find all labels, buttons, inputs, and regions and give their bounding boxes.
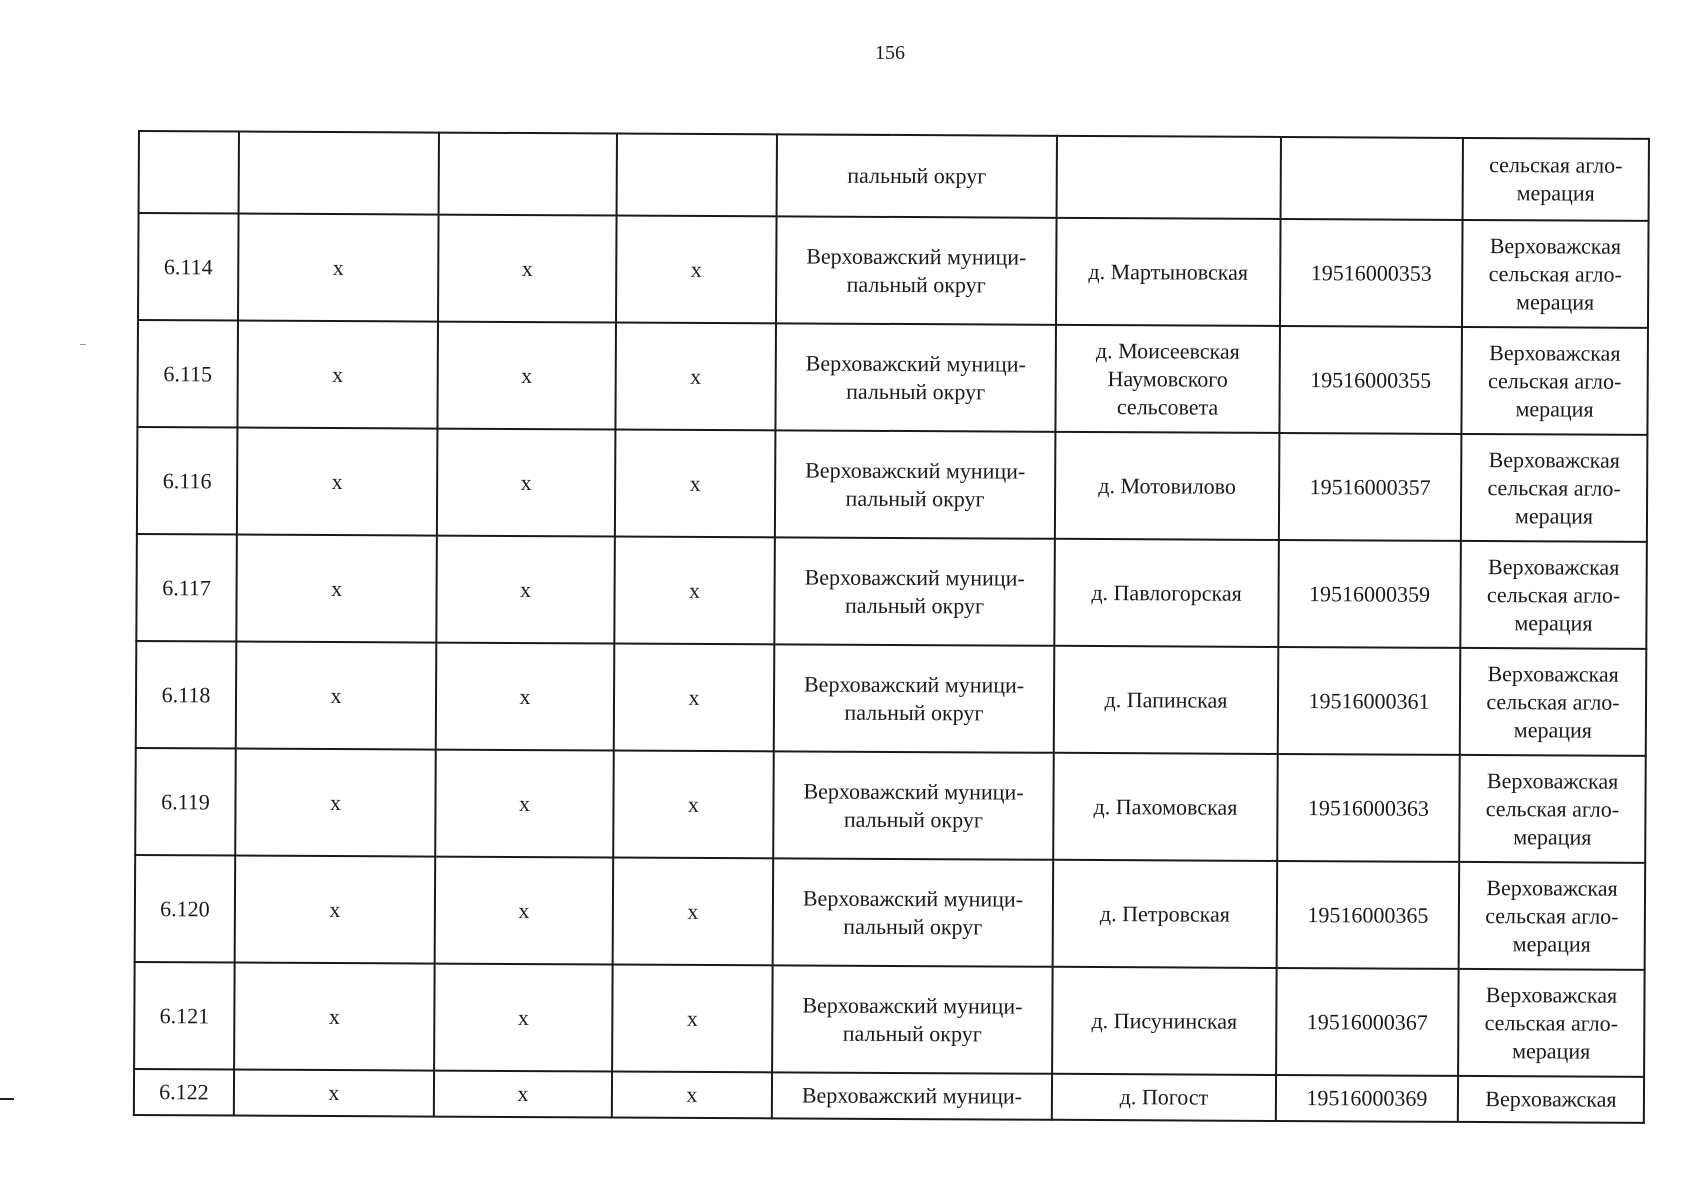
cell-number: 6.122 [134, 1069, 234, 1116]
cell-code: 19516000355 [1279, 326, 1462, 434]
cell-settlement: д. Папинская [1054, 646, 1279, 754]
cell-number: 6.115 [137, 320, 238, 428]
cell-col2: x [237, 321, 438, 429]
cell-code: 19516000367 [1276, 968, 1459, 1076]
cell-col4: x [614, 537, 775, 645]
table-row [137, 427, 1648, 542]
cell-col2: x [236, 535, 437, 643]
cell-code: 19516000357 [1279, 433, 1462, 541]
cell-number: 6.114 [138, 213, 239, 321]
cell-col4: x [613, 857, 774, 965]
cell-agglomeration: Верховажская сельская агло- мерация [1460, 648, 1647, 756]
cell-settlement: д. Писунинская [1052, 967, 1277, 1075]
cell-code: 19516000363 [1277, 754, 1460, 862]
cell-col2: x [237, 428, 438, 536]
cell-col3: x [437, 322, 616, 430]
cell-agglomeration: Верховажская сельская агло- мерация [1459, 862, 1646, 970]
cell-col2: x [234, 1070, 434, 1117]
cell-col2 [239, 132, 439, 215]
cell-col3: x [436, 643, 615, 751]
cell-code: 19516000365 [1277, 861, 1460, 969]
cell-district: Верховажский муници- пальный округ [774, 644, 1055, 752]
cell-district: Верховажский муници- [772, 1072, 1052, 1119]
cell-code: 19516000353 [1280, 219, 1463, 327]
page-number: 156 [875, 42, 905, 64]
cell-district: Верховажский муници- пальный округ [776, 216, 1057, 324]
cell-number [139, 131, 239, 214]
cell-code: 19516000359 [1278, 540, 1461, 648]
cell-number: 6.118 [136, 641, 237, 749]
cell-district: Верховажский муници- пальный округ [773, 751, 1054, 859]
cell-col4: x [612, 1071, 772, 1118]
cell-col3: x [435, 857, 614, 965]
cell-settlement: д. Моисеевская Наумовского сельсовета [1055, 325, 1280, 433]
table-body [134, 131, 1649, 1123]
cell-agglomeration: Верховажская сельская агло- мерация [1458, 969, 1645, 1077]
cell-district: Верховажский муници- пальный округ [775, 430, 1056, 538]
cell-agglomeration: Верховажская сельская агло- мерация [1461, 327, 1648, 435]
cell-col4: x [614, 644, 775, 752]
settlements-table [133, 130, 1650, 1124]
table-row [134, 1069, 1644, 1123]
table-row-continuation [139, 131, 1649, 221]
cell-col4: x [613, 750, 774, 858]
cell-code: 19516000361 [1278, 647, 1461, 755]
cell-agglomeration: Верховажская сельская агло- мерация [1460, 541, 1647, 649]
cell-settlement [1057, 136, 1281, 219]
table-row [135, 748, 1646, 863]
cell-col4: x [616, 216, 777, 324]
cell-agglomeration: Верховажская сельская агло- мерация [1461, 434, 1648, 542]
cell-col3: x [437, 429, 616, 537]
cell-district: Верховажский муници- пальный округ [774, 537, 1055, 645]
cell-district: Верховажский муници- пальный округ [775, 323, 1056, 431]
cell-district: пальный округ [777, 134, 1057, 217]
cell-col2: x [236, 642, 437, 750]
cell-col2: x [235, 749, 436, 857]
cell-settlement: д. Павлогорская [1054, 539, 1279, 647]
cell-code [1281, 137, 1463, 220]
cell-col2: x [238, 214, 439, 322]
cell-number: 6.121 [134, 962, 235, 1070]
table-row [137, 320, 1648, 435]
cell-col4: x [612, 964, 773, 1072]
cell-agglomeration: Верховажская [1458, 1076, 1644, 1123]
scan-speck [80, 344, 86, 345]
cell-district: Верховажский муници- пальный округ [773, 858, 1054, 966]
cell-col3 [439, 133, 617, 216]
cell-col3: x [434, 964, 613, 1072]
cell-col4: x [615, 323, 776, 431]
cell-agglomeration: сельская агло- мерация [1463, 138, 1649, 221]
cell-district: Верховажский муници- пальный округ [772, 965, 1053, 1073]
cell-col3: x [436, 536, 615, 644]
cell-col4 [617, 134, 777, 217]
cell-number: 6.119 [135, 748, 236, 856]
cell-settlement: д. Петровская [1053, 860, 1278, 968]
cell-settlement: д. Мартыновская [1056, 218, 1281, 326]
margin-mark [0, 1098, 14, 1100]
cell-settlement: д. Пахомовская [1053, 753, 1278, 861]
cell-col3: x [438, 215, 617, 323]
table-row [135, 855, 1646, 970]
cell-agglomeration: Верховажская сельская агло- мерация [1459, 755, 1646, 863]
table-row [138, 213, 1649, 328]
cell-agglomeration: Верховажская сельская агло- мерация [1462, 220, 1649, 328]
cell-code: 19516000369 [1276, 1075, 1458, 1122]
cell-col3: x [434, 1071, 612, 1118]
cell-col2: x [234, 963, 435, 1071]
cell-number: 6.117 [136, 534, 237, 642]
table-row [134, 962, 1645, 1077]
table-row [136, 534, 1647, 649]
cell-col2: x [235, 856, 436, 964]
cell-settlement: д. Погост [1052, 1074, 1276, 1121]
cell-col3: x [435, 750, 614, 858]
cell-number: 6.120 [135, 855, 236, 963]
cell-settlement: д. Мотовилово [1055, 432, 1280, 540]
cell-number: 6.116 [137, 427, 238, 535]
table-row [136, 641, 1647, 756]
cell-col4: x [615, 430, 776, 538]
